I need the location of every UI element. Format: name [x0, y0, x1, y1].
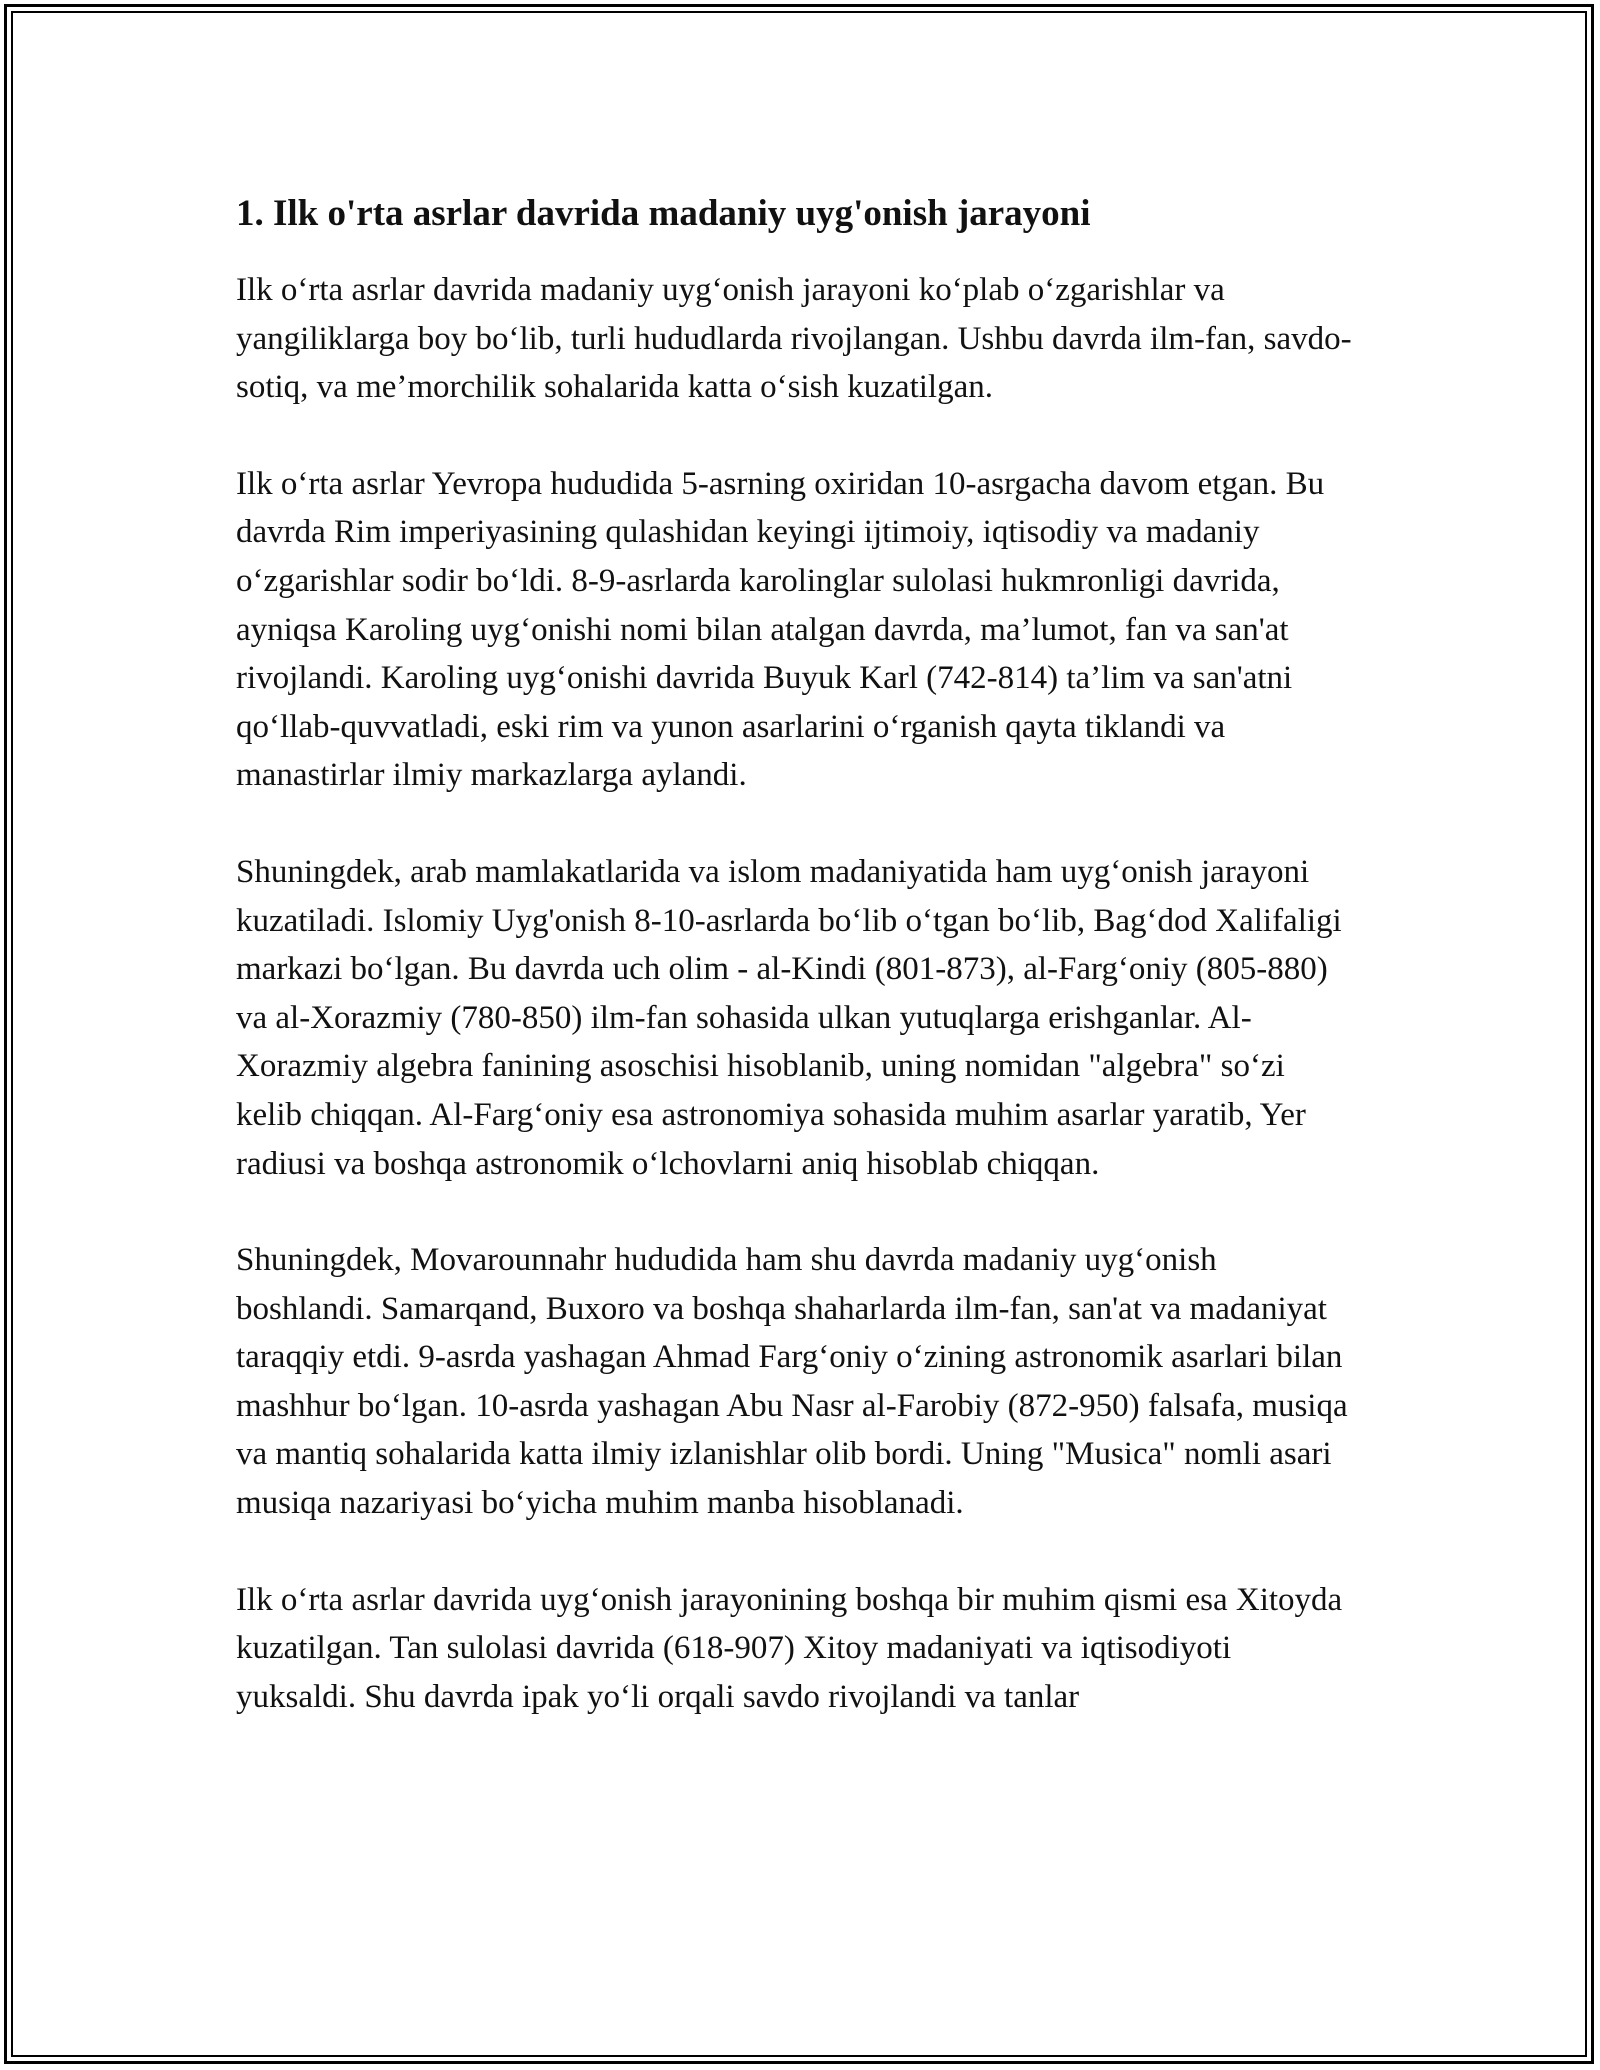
paragraph-movarounnahr: Shuningdek, Movarounnahr hududida ham shu davrda madaniy uyg‘onish boshlandi. Samarqand, Buxoro va boshqa shaharlarda ilm-fan, san'at va madaniyat taraqqiy etdi. 9-asrda yashagan Ahmad Farg‘oniy o‘zining astronomik asarlari bilan mashhur bo‘lgan. 10-asrda yashagan Abu Nasr al-Farobiy (872-950) falsafa, musiqa va mantiq sohalarida katta ilmiy izlanishlar olib bordi. Uning "Musica" nomli asari musiqa nazariyasi bo‘yicha muhim manba hisoblanadi.: [236, 1242, 1348, 1522]
paragraph-intro: Ilk o‘rta asrlar davrida madaniy uyg‘onish jarayoni ko‘plab o‘zgarishlar va yangiliklarga boy bo‘lib, turli hududlarda rivojlangan. Ushbu davrda ilm-fan, savdo-sotiq, va me’morchilik sohalarida katta o‘sish kuzatilgan.: [236, 272, 1352, 406]
section-heading: 1. Ilk o'rta asrlar davrida madaniy uyg'onish jarayoni: [236, 193, 1091, 234]
paragraph-europe: Ilk o‘rta asrlar Yevropa hududida 5-asrning oxiridan 10-asrgacha davom etgan. Bu davrda Rim imperiyasining qulashidan keyingi ijtimoiy, iqtisodiy va madaniy o‘zgarishlar sodir bo‘ldi. 8-9-asrlarda karolinglar sulolasi hukmronligi davrida, ayniqsa Karoling uyg‘onishi nomi bilan atalgan davrda, ma’lumot, fan va san'at rivojlandi. Karoling uyg‘onishi davrida Buyuk Karl (742-814) ta’lim va san'atni qo‘llab-quvvatladi, eski rim va yunon asarlarini o‘rganish qayta tiklandi va manastirlar ilmiy markazlarga aylandi.: [236, 465, 1325, 794]
paragraph-china: Ilk o‘rta asrlar davrida uyg‘onish jarayonining boshqa bir muhim qismi esa Xitoyda kuzatilgan. Tan sulolasi davrida (618-907) Xitoy madaniyati va iqtisodiyoti yuksaldi. Shu davrda ipak yo‘li orqali savdo rivojlandi va tanlar: [236, 1581, 1343, 1715]
document-body: [236, 186, 1356, 1769]
paragraph-islamic: Shuningdek, arab mamlakatlarida va islom madaniyatida ham uyg‘onish jarayoni kuzatiladi. Islomiy Uyg'onish 8-10-asrlarda bo‘lib o‘tgan bo‘lib, Bag‘dod Xalifaligi markazi bo‘lgan. Bu davrda uch olim - al-Kindi (801-873), al-Farg‘oniy (805-880) va al-Xorazmiy (780-850) ilm-fan sohasida ulkan yutuqlarga erishganlar. Al-Xorazmiy algebra fanining asoschisi hisoblanib, uning nomidan "algebra" so‘zi kelib chiqqan. Al-Farg‘oniy esa astronomiya sohasida muhim asarlar yaratib, Yer radiusi va boshqa astronomik o‘lchovlarni aniq hisoblab chiqqan.: [236, 853, 1342, 1182]
